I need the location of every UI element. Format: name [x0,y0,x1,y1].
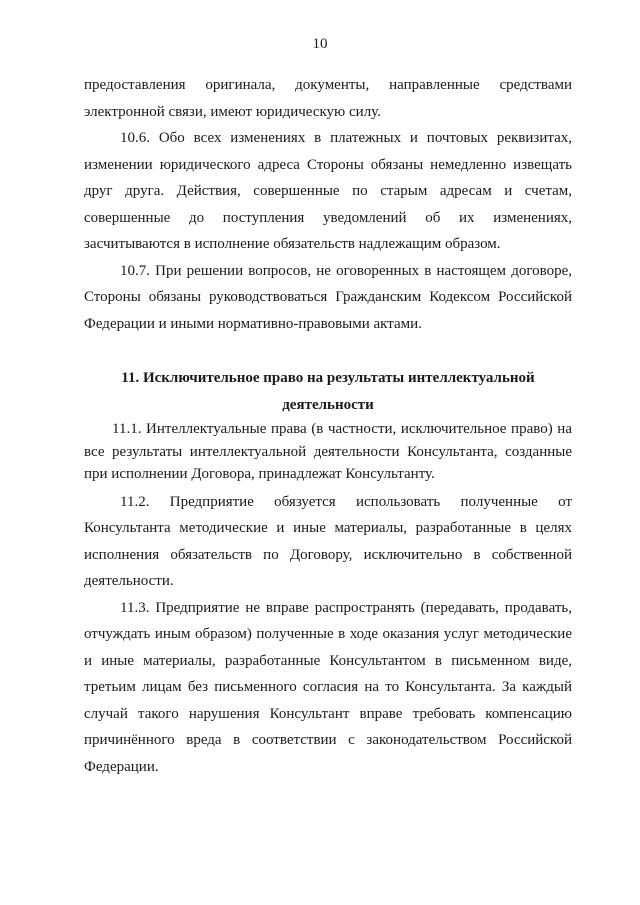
paragraph-11-3: 11.3. Предприятие не вправе распространять (передавать, продавать, отчуждать иным образом) полученные в ходе оказания услуг методические и иные материалы, разработанные Консультантом в письменном виде, третьим лицам без письменного согласия на то Консультанта. За каждый случай такого нарушения Консультант вправе требовать компенсацию причинённого вреда в соответствии с законодательством Российской Федерации. [84,599,572,775]
page-number: 10 [312,36,328,52]
paragraph-11-1: 11.1. Интеллектуальные права (в частности, исключительное право) на все результаты интеллектуальной деятельности Консультанта, созданные при исполнении Договора, принадлежат Консультанту. [84,421,572,482]
section-11-title: 11. Исключительное право на результаты интеллектуальной деятельности [121,370,535,413]
document-body [84,72,572,780]
paragraph-10-7: 10.7. При решении вопросов, не оговоренных в настоящем договоре, Стороны обязаны руководствоваться Гражданским Кодексом Российской Федерации и иными нормативно-правовыми актами. [84,262,572,332]
paragraph-10-6: 10.6. Обо всех изменениях в платежных и почтовых реквизитах, изменении юридического адреса Стороны обязаны немедленно извещать друг друга. Действия, совершенные по старым адресам и счетам, совершенные до поступления уведомлений об их изменениях, засчитываются в исполнение обязательств надлежащим образом. [84,130,572,252]
paragraph-11-2: 11.2. Предприятие обязуется использовать полученные от Консультанта методические и иные материалы, разработанные в целях исполнения обязательств по Договору, исключительно в собственной деятельности. [84,493,572,589]
paragraph-10-5-continuation: предоставления оригинала, документы, направленные средствами электронной связи, имеют юридическую силу. [84,77,572,120]
